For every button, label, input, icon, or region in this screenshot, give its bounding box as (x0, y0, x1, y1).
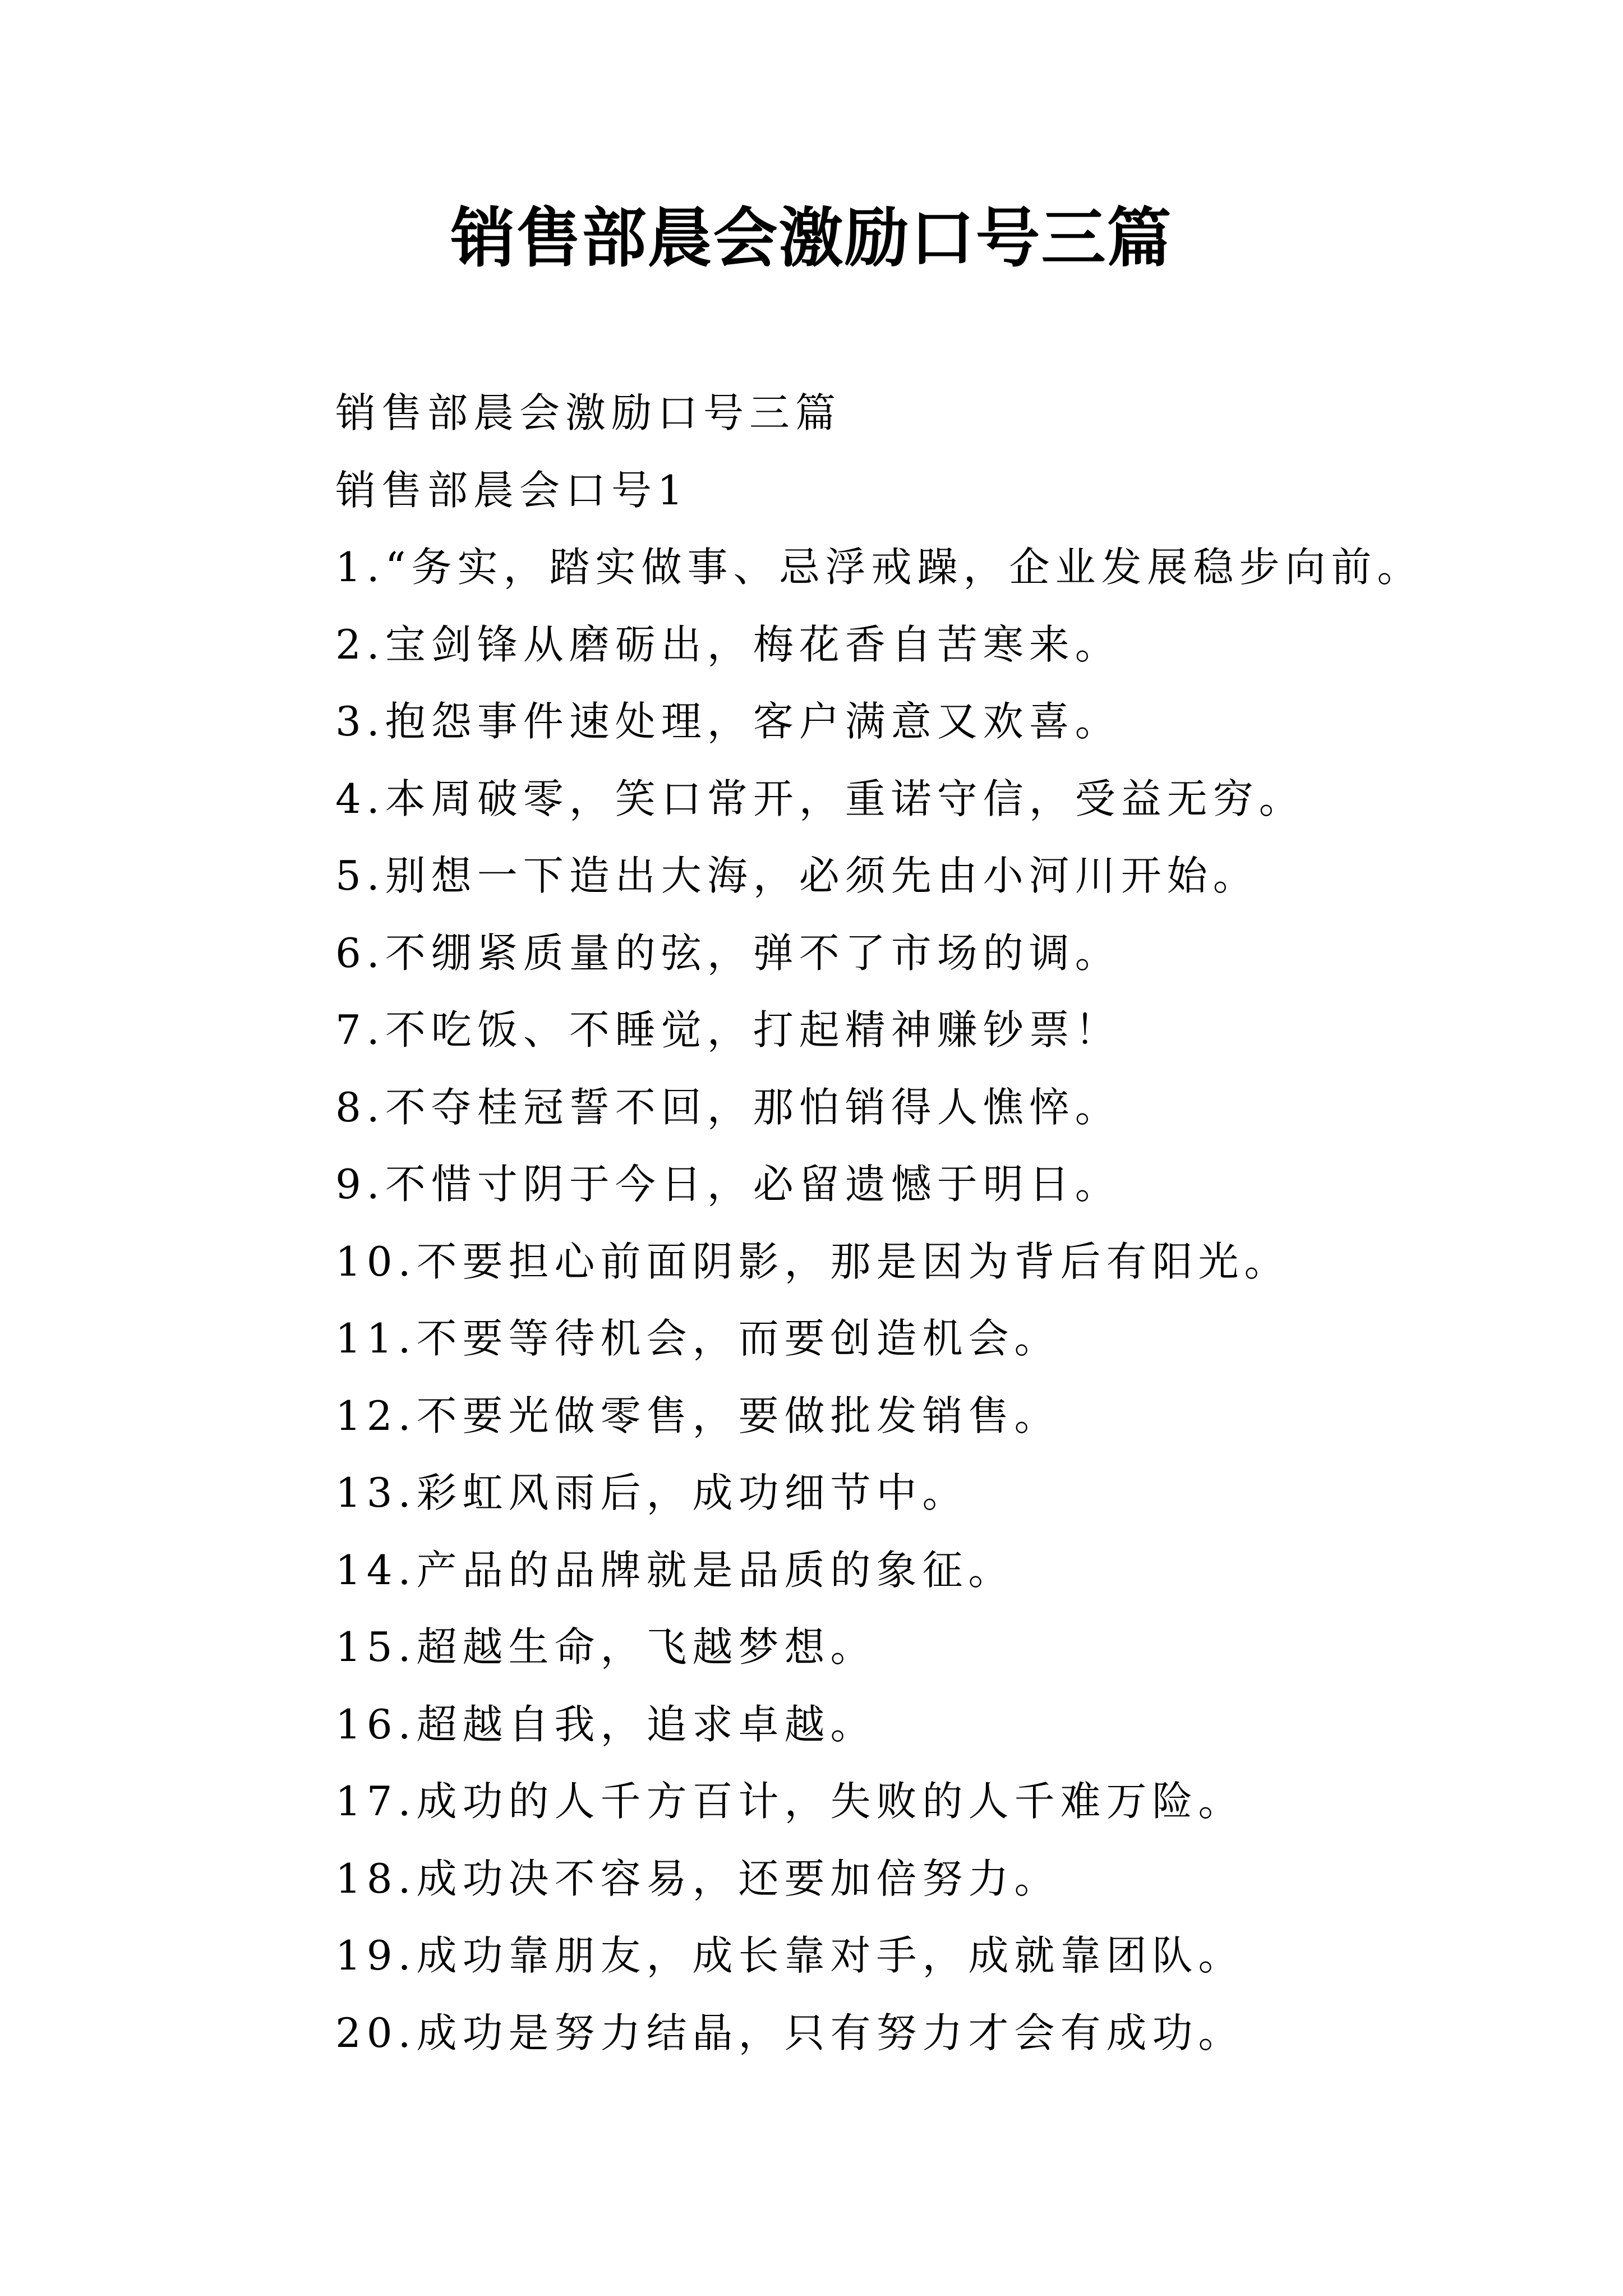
slogan-item: 11.不要等待机会，而要创造机会。 (335, 1315, 1061, 1362)
slogan-item: 2.宝剑锋从磨砺出，梅花香自苦寒来。 (335, 620, 1121, 668)
slogan-item: 15.超越生命，飞越梦想。 (335, 1623, 877, 1671)
slogan-item: 16.超越自我，追求卓越。 (335, 1700, 877, 1748)
section-heading: 销售部晨会口号1 (335, 466, 689, 514)
slogan-item: 1.“务实，踏实做事、忌浮戒躁，企业发展稳步向前。 (335, 544, 1423, 591)
intro-heading: 销售部晨会激励口号三篇 (335, 389, 842, 436)
slogan-item: 10.不要担心前面阴影，那是因为背后有阳光。 (335, 1237, 1290, 1285)
slogan-item: 20.成功是努力结晶，只有努力才会有成功。 (335, 2009, 1244, 2056)
slogan-item: 9.不惜寸阴于今日，必留遗憾于明日。 (335, 1161, 1121, 1208)
document-body (335, 375, 1597, 2072)
slogan-item: 18.成功决不容易，还要加倍努力。 (335, 1855, 1061, 1902)
page-title: 销售部晨会激励口号三篇 (450, 200, 1173, 276)
slogan-item: 13.彩虹风雨后，成功细节中。 (335, 1469, 969, 1516)
slogan-list (335, 529, 1597, 2072)
slogan-item: 8.不夺桂冠誓不回，那怕销得人憔悴。 (335, 1083, 1121, 1131)
slogan-item: 14.产品的品牌就是品质的象征。 (335, 1546, 1015, 1594)
slogan-item: 12.不要光做零售，要做批发销售。 (335, 1392, 1061, 1439)
slogan-item: 17.成功的人千方百计，失败的人千难万险。 (335, 1778, 1244, 1825)
slogan-item: 6.不绷紧质量的弦，弹不了市场的调。 (335, 929, 1121, 977)
slogan-item: 3.抱怨事件速处理，客户满意又欢喜。 (335, 698, 1121, 745)
slogan-item: 5.别想一下造出大海，必须先由小河川开始。 (335, 852, 1259, 899)
slogan-item: 7.不吃饭、不睡觉，打起精神赚钞票！ (335, 1006, 1121, 1053)
slogan-item: 4.本周破零，笑口常开，重诺守信，受益无穷。 (335, 775, 1305, 822)
slogan-item: 19.成功靠朋友，成长靠对手，成就靠团队。 (335, 1932, 1244, 1979)
